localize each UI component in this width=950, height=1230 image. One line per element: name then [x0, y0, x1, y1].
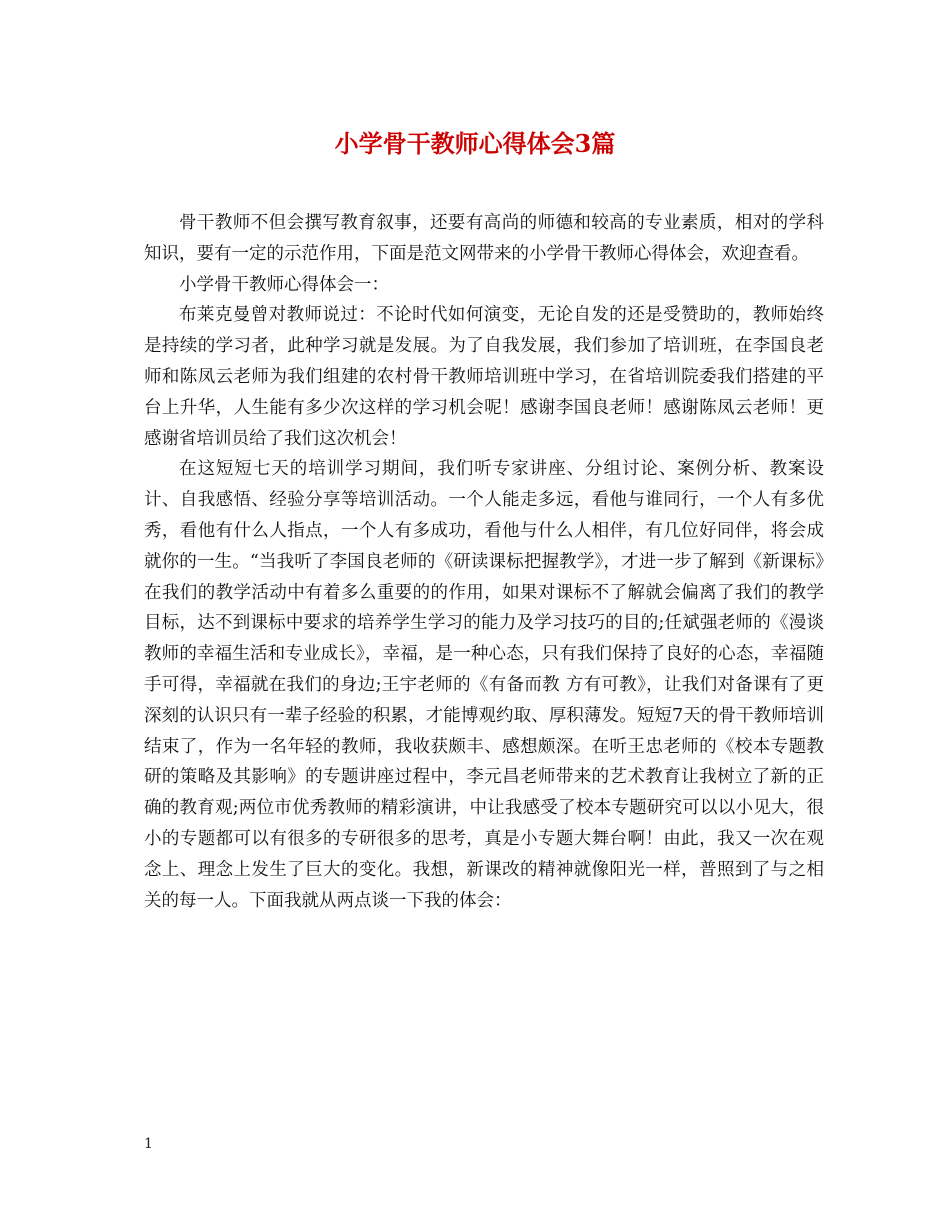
body-paragraph: 布莱克曼曾对教师说过：不论时代如何演变，无论自发的还是受赞助的，教师始终是持续的学习者，此种学习就是发展。为了自我发展，我们参加了培训班，在李国良老师和陈凤云老师为我们组建的农村骨干教师培训班中学习，在省培训院委我们搭建的平台上升华，人生能有多少次这样的学习机会呢！感谢李国良老师！感谢陈凤云老师！更感谢省培训员给了我们这次机会！ [144, 305, 824, 449]
page-number: 1 [144, 1136, 153, 1152]
intro-paragraph: 骨干教师不但会撰写教育叙事，还要有高尚的师德和较高的专业素质，相对的学科知识，要有一定的示范作用，下面是范文网带来的小学骨干教师心得体会，欢迎查看。 [144, 213, 824, 264]
document-title: 小学骨干教师心得体会3篇 [334, 129, 616, 158]
section-heading: 小学骨干教师心得体会一： [179, 274, 389, 295]
body-paragraph: 在这短短七天的培训学习期间，我们听专家讲座、分组讨论、案例分析、教案设计、自我感悟、经验分享等培训活动。一个人能走多远，看他与谁同行，一个人有多优秀，看他有什么人指点，一个人有多成功，看他与什么人相伴，有几位好同伴，将会成就你的一生。“当我听了李国良老师的《研读课标把握教学》，才进一步了解到《新课标》在我们的教学活动中有着多么重要的的作用，如果对课标不了解就会偏离了我们的教学目标，达不到课标中要求的培养学生学习的能力及学习技巧的目的;任斌强老师的《漫谈教师的幸福生活和专业成长》，幸福，是一种心态，只有我们保持了良好的心态，幸福随手可得，幸福就在我们的身边;王宇老师的《有备而教 方有可教》，让我们对备课有了更深刻的认识只有一辈子经验的积累，才能博观约取、厚积薄发。短短7天的骨干教师培训结束了，作为一名年轻的教师，我收获颇丰、感想颇深。在听王忠老师的《校本专题教研的策略及其影响》的专题讲座过程中，李元昌老师带来的艺术教育让我树立了新的正确的教育观;两位市优秀教师的精彩演讲，中让我感受了校本专题研究可以以小见大，很小的专题都可以有很多的专研很多的思考，真是小专题大舞台啊！由此，我又一次在观念上、理念上发生了巨大的变化。我想，新课改的精神就像阳光一样，普照到了与之相关的每一人。下面我就从两点谈一下我的体会： [144, 459, 824, 911]
document-body [144, 208, 824, 916]
